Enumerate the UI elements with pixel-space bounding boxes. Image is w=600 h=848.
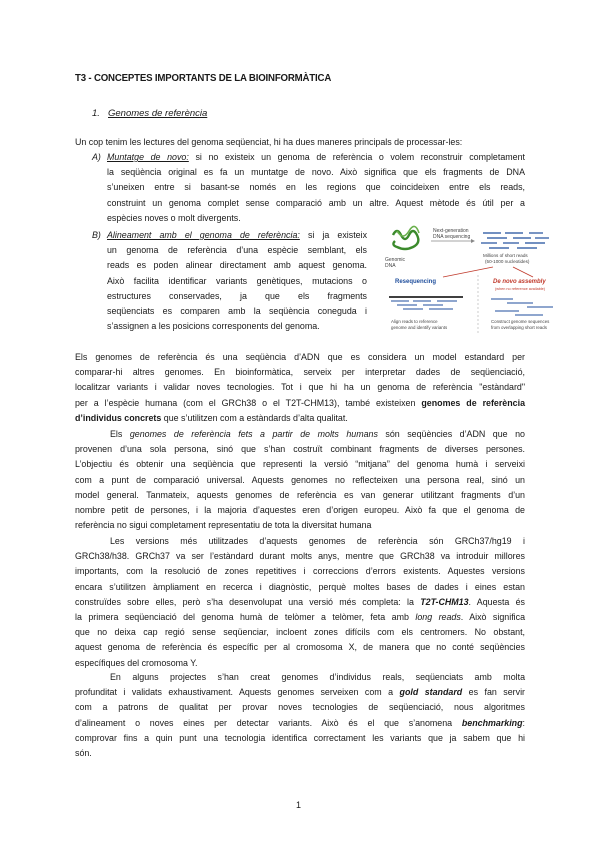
text-fragment: profunditat i validats exhaustivament. Aquests genomes serveixen com a <box>75 687 394 698</box>
fig-caption: Align reads to reference <box>391 319 438 324</box>
text-line: provenen d’una sola persona, sinó que s’han costruït combinant fragments de diverses persones. <box>75 444 525 455</box>
text-fragment: la primera seqüenciació del genoma humà de telòmer a telòmer, feta amb <box>75 612 409 623</box>
item-b-line: estructures conservades, ja que els fragments <box>107 290 367 301</box>
text-line: que s’utilitzen com a estàndards d’alta qualitat. <box>163 412 348 423</box>
text-line: L’objectiu és obtenir una seqüència que representi la versió “mitjana” del genoma humà i serveixi <box>75 459 525 470</box>
section-title: Genomes de referència <box>108 108 208 119</box>
text-line: GRCh38/h38. GRCh37 va ser l’estàndard durant molts anys, mentre que GRCh38 va introduir millores <box>75 551 525 562</box>
section-heading <box>92 108 207 119</box>
paragraph-genome-versions <box>75 534 525 671</box>
aligned-reads <box>389 297 463 309</box>
text-line: com a punt de comparació universal. Aquests genomes no reflecteixen una persona real, sinó un <box>75 474 525 485</box>
item-a-paragraph <box>107 150 525 226</box>
overlapping-reads <box>491 299 553 315</box>
sequencing-diagram <box>383 223 578 338</box>
section-number: 1. <box>92 108 100 119</box>
item-a-line: la seqüència original es fa un muntatge de novo. Això significa que els fragments de DNA <box>107 167 525 178</box>
item-a-line: si no existeix un genoma de referència o volem reconstruir completament <box>195 152 525 162</box>
fig-label: (50-1000 nucleotides) <box>485 259 530 264</box>
text-line: referència no sigui completament representatiu de tota la diversitat humana <box>75 520 372 531</box>
text-line: aquest genoma de referència és específic per al cromosoma X, de manera que no conté seqüències <box>75 642 525 653</box>
text-fragment: . Això significa <box>460 612 525 623</box>
arrow-right <box>513 267 533 277</box>
italic-term: genomes de referència fets a partir de molts humans <box>129 429 378 439</box>
arrow-left <box>443 267 493 277</box>
text-line: comparar-hi altres genomes. En bioinformàtica, serveix per interpretar dades de seqüenciació, <box>75 367 525 378</box>
paragraph-multi-human-genomes <box>75 427 525 533</box>
bold-term: genomes de referència <box>421 397 526 408</box>
item-b-label: B) <box>92 230 101 240</box>
fig-caption: from overlapping short reads <box>491 325 547 330</box>
bold-italic-term: benchmarking <box>461 717 523 728</box>
text-line: que no deixa cap regió sense seqüenciar, incloent zones difícils com els centromers. No obstant, <box>75 627 525 638</box>
text-fragment: es fan servir <box>468 687 525 698</box>
text-line: encara s’utilitzen àmpliament en recerca i diagnòstic, perquè moltes bases de dades i eines estan <box>75 581 525 592</box>
page-title: T3 - CONCEPTES IMPORTANTS DE LA BIOINFORMÀTICA <box>75 72 332 84</box>
item-b-line: s’assignen a les posicions corresponents del genoma. <box>107 321 320 332</box>
text-line: localitzar variants i validar noves tecnologies. Tot i que hi ha un genoma de referència "estàndard" <box>75 382 525 393</box>
de-novo-note: (when no reference available) <box>495 287 546 291</box>
text-line: nombre petit de persones, i la majoria d’aquestes eren d’origen europeu. Això fa que el genoma de <box>75 505 525 516</box>
bold-italic-term: T2T-CHM13 <box>420 596 469 607</box>
item-b-line: si ja existeix <box>307 230 368 240</box>
page-number: 1 <box>296 800 302 810</box>
intro-paragraph: Un cop tenim les lectures del genoma seqüenciat, hi ha dues maneres principals de processar-les: <box>75 137 463 147</box>
item-a-line: construint un genoma complet sense comparació amb un altre. Aquest mètode és útil per a <box>107 197 525 208</box>
short-reads <box>481 233 549 248</box>
text-line: model general. Tanmateix, aquests genomes de referència es van generar utilitzant fragments d’un <box>75 489 525 500</box>
text-line: per a l’espècie humana (com el GRCh38 o el T2T-CHM13), també existeixen <box>75 397 416 408</box>
text-fragment: són seqüències d’ADN que no <box>385 429 525 439</box>
item-a-line: espècies noves o molt divergents. <box>107 212 241 223</box>
de-novo-title: De novo assembly <box>493 279 546 285</box>
item-b-line: reads es poden alinear directament amb aquest genoma. <box>107 260 367 271</box>
fig-label: Genomic <box>385 257 406 263</box>
paragraph-gold-standard <box>75 670 525 761</box>
resequencing-title: Resequencing <box>395 279 437 285</box>
text-fragment: . Aquesta és <box>468 596 525 607</box>
dna-strand-icon <box>393 231 418 249</box>
bold-italic-term: gold standard <box>399 687 463 698</box>
text-line: importants, com la resolució de zones repetitives i correccions d’errors existents. Aquestes versions <box>75 566 525 577</box>
arrowhead <box>471 239 475 243</box>
item-a-label: A) <box>92 152 101 162</box>
item-b-term: Alineament amb el genoma de referència: <box>107 230 300 240</box>
item-b-paragraph <box>107 228 367 334</box>
item-b-line: Això facilita identificar variants genètiques, mutacions o <box>107 275 367 286</box>
text-fragment: Els <box>110 429 123 439</box>
text-fragment: En alguns projectes s’han creat genomes d’individus reals, seqüenciats amb molta <box>110 672 525 682</box>
text-fragment: d’alineament o noves eines per detectar variants. Això és el que s’anomena <box>75 717 453 728</box>
fig-caption: genome and identify variants <box>391 325 448 330</box>
text-fragment: Les versions més utilitzades d’aquests genomes de referència són GRCh37/hg19 i <box>110 536 525 546</box>
text-line: Els genomes de referència és una seqüència d’ADN que es considera un model estandard per <box>75 352 525 362</box>
fig-caption: Construct genome sequences <box>491 319 550 324</box>
text-fragment: construïdes sobre elles, però s’ha desenvolupat una versió més completa: la <box>75 596 414 607</box>
italic-term: long reads <box>415 612 461 623</box>
paragraph-reference-genomes <box>75 350 525 426</box>
fig-label: DNA sequencing <box>433 234 471 240</box>
text-fragment: : <box>522 717 525 728</box>
fig-label: Next-generation <box>433 228 469 234</box>
text-line: són. <box>75 748 92 759</box>
text-line: com a patrons de qualitat per provar noves tecnologies de seqüenciació, nous algoritmes <box>75 702 525 713</box>
fig-label: DNA <box>385 263 396 269</box>
item-a-line: s’uneixen entre si basant-se només en les regions que coincideixen entre els reads, <box>107 182 525 193</box>
item-a-term: Muntatge de novo: <box>107 152 189 162</box>
bold-term: d’individus concrets <box>75 412 162 423</box>
item-b-line: seqüenciats es comparen amb la seqüència coneguda i <box>107 306 367 317</box>
item-b-line: un genoma de referència d’una espècie semblant, els <box>107 245 367 256</box>
text-line: específiques del cromosoma Y. <box>75 657 198 668</box>
text-line: comprovar fins a quin punt una tecnologia identifica correctament les variants que ja sabem que hi <box>75 732 525 743</box>
fig-label: Millions of short reads <box>483 253 528 258</box>
